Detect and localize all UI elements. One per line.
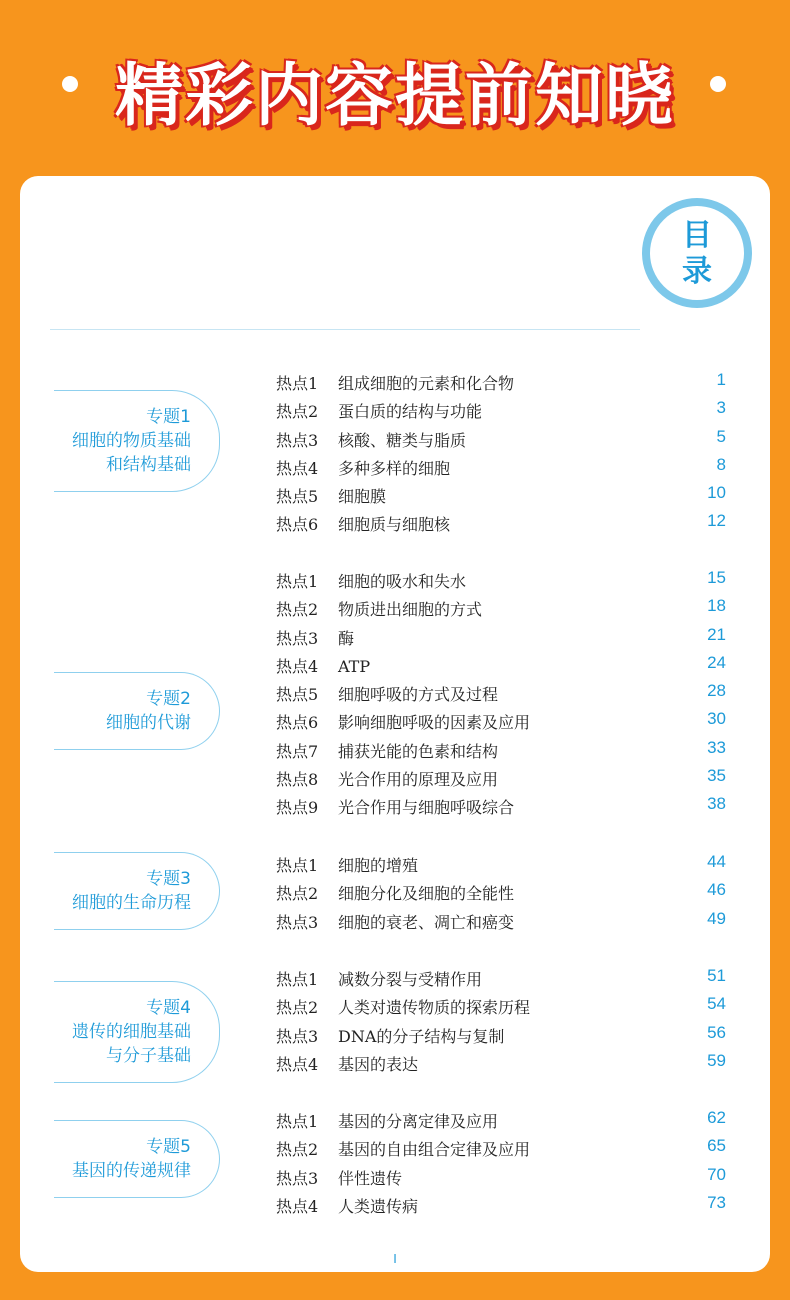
entry-title: 减数分裂与受精作用 bbox=[338, 970, 483, 989]
toc-entry[interactable] bbox=[276, 766, 726, 794]
hotspot-number: 热点6 bbox=[276, 515, 319, 535]
toc-entry[interactable] bbox=[276, 1136, 726, 1164]
toc-entry[interactable] bbox=[276, 709, 726, 737]
entry-page-number: 54 bbox=[707, 994, 726, 1014]
toc-entry[interactable] bbox=[276, 511, 726, 539]
topic-title-line: 与分子基础 bbox=[106, 1046, 191, 1066]
hotspot-number: 热点3 bbox=[276, 1026, 319, 1046]
hotspot-number: 热点6 bbox=[276, 713, 319, 733]
hotspot-list bbox=[276, 370, 726, 540]
entry-title: ATP bbox=[338, 656, 371, 676]
entry-title: 捕获光能的色素和结构 bbox=[338, 741, 499, 761]
topic-title-line: 细胞的代谢 bbox=[106, 713, 191, 733]
entry-page-number: 3 bbox=[716, 398, 726, 418]
hotspot-number: 热点2 bbox=[276, 884, 319, 904]
topic-label bbox=[54, 390, 220, 492]
banner bbox=[0, 0, 790, 170]
toc-entry[interactable] bbox=[276, 966, 726, 994]
toc-entry[interactable] bbox=[276, 568, 726, 596]
hotspot-number: 热点3 bbox=[276, 1168, 319, 1188]
entry-title: 光合作用与细胞呼吸综合 bbox=[338, 798, 515, 818]
entry-page-number: 15 bbox=[707, 568, 726, 587]
hotspot-list bbox=[276, 852, 726, 937]
entry-page-number: 62 bbox=[707, 1108, 726, 1127]
entry-title: 人类对遗传物质的探索历程 bbox=[338, 998, 531, 1018]
hotspot-list bbox=[276, 568, 726, 823]
hotspot-number: 热点5 bbox=[276, 487, 319, 507]
hotspot-number: 热点4 bbox=[276, 656, 319, 676]
entry-page-number: 51 bbox=[707, 966, 726, 985]
entry-page-number: 65 bbox=[707, 1136, 726, 1156]
toc-entry[interactable] bbox=[276, 852, 726, 880]
entry-title: 物质进出细胞的方式 bbox=[338, 600, 483, 620]
entry-title: 细胞分化及细胞的全能性 bbox=[338, 884, 515, 904]
toc-entry[interactable] bbox=[276, 653, 726, 681]
entry-title: 基因的分离定律及应用 bbox=[338, 1112, 499, 1131]
entry-title: 细胞的吸水和失水 bbox=[338, 572, 467, 591]
entry-page-number: 46 bbox=[707, 880, 726, 900]
hotspot-list bbox=[276, 1108, 726, 1221]
entry-page-number: 5 bbox=[716, 426, 726, 446]
banner-title: 精彩内容提前知晓 bbox=[114, 57, 675, 136]
toc-entry[interactable] bbox=[276, 794, 726, 822]
hotspot-number: 热点7 bbox=[276, 741, 319, 761]
toc-magnifier-badge bbox=[642, 198, 760, 316]
topic-label bbox=[54, 981, 220, 1083]
hotspot-number: 热点3 bbox=[276, 912, 319, 932]
bullet-dot-right bbox=[710, 76, 726, 92]
toc-entry[interactable] bbox=[276, 455, 726, 483]
hotspot-number: 热点1 bbox=[276, 572, 319, 591]
entry-title: 组成细胞的元素和化合物 bbox=[338, 374, 515, 393]
entry-title: 细胞的增殖 bbox=[338, 856, 419, 875]
entry-title: 光合作用的原理及应用 bbox=[338, 770, 499, 790]
toc-entry[interactable] bbox=[276, 370, 726, 398]
hotspot-number: 热点4 bbox=[276, 1196, 319, 1216]
hotspot-number: 热点1 bbox=[276, 1112, 319, 1131]
toc-entry[interactable] bbox=[276, 427, 726, 455]
entry-title: 多种多样的细胞 bbox=[338, 458, 451, 478]
toc-entry[interactable] bbox=[276, 1165, 726, 1193]
toc-card bbox=[20, 176, 770, 1272]
toc-entry[interactable] bbox=[276, 596, 726, 624]
entry-title: 蛋白质的结构与功能 bbox=[338, 402, 483, 422]
entry-title: 核酸、糖类与脂质 bbox=[338, 430, 467, 450]
toc-entry[interactable] bbox=[276, 398, 726, 426]
entry-title: 细胞呼吸的方式及过程 bbox=[338, 685, 499, 705]
toc-label bbox=[650, 218, 744, 290]
entry-title: 细胞质与细胞核 bbox=[338, 515, 451, 535]
topic-number: 专题2 bbox=[146, 689, 191, 709]
header-divider bbox=[50, 329, 640, 330]
toc-entry[interactable] bbox=[276, 625, 726, 653]
toc-entry[interactable] bbox=[276, 681, 726, 709]
toc-entry[interactable] bbox=[276, 1193, 726, 1221]
topic-title-line: 和结构基础 bbox=[106, 455, 191, 475]
toc-entry[interactable] bbox=[276, 909, 726, 937]
topic-title-line: 基因的传递规律 bbox=[72, 1161, 191, 1181]
topic-number: 专题1 bbox=[146, 407, 191, 427]
hotspot-number: 热点2 bbox=[276, 998, 319, 1018]
topic-number: 专题4 bbox=[146, 998, 191, 1018]
entry-page-number: 59 bbox=[707, 1050, 726, 1070]
topic-label bbox=[54, 1120, 220, 1198]
entry-page-number: 38 bbox=[707, 794, 726, 814]
entry-page-number: 10 bbox=[707, 483, 726, 503]
hotspot-list bbox=[276, 966, 726, 1079]
hotspot-number: 热点5 bbox=[276, 685, 319, 705]
toc-entry[interactable] bbox=[276, 1051, 726, 1079]
topic-number: 专题3 bbox=[146, 869, 191, 889]
entry-title: DNA的分子结构与复制 bbox=[338, 1026, 505, 1046]
toc-entry[interactable] bbox=[276, 994, 726, 1022]
topic-title-line: 细胞的物质基础 bbox=[72, 431, 191, 451]
hotspot-number: 热点1 bbox=[276, 856, 319, 875]
entry-page-number: 44 bbox=[707, 852, 726, 871]
hotspot-number: 热点2 bbox=[276, 1140, 319, 1160]
toc-entry[interactable] bbox=[276, 483, 726, 511]
hotspot-number: 热点3 bbox=[276, 430, 319, 450]
topic-title-line: 细胞的生命历程 bbox=[72, 893, 191, 913]
entry-page-number: 49 bbox=[707, 908, 726, 928]
entry-title: 基因的自由组合定律及应用 bbox=[338, 1140, 531, 1160]
entry-title: 基因的表达 bbox=[338, 1054, 419, 1074]
toc-entry[interactable] bbox=[276, 880, 726, 908]
entry-page-number: 56 bbox=[707, 1022, 726, 1042]
toc-entry[interactable] bbox=[276, 1023, 726, 1051]
entry-page-number: 30 bbox=[707, 709, 726, 729]
hotspot-number: 热点4 bbox=[276, 1054, 319, 1074]
entry-page-number: 8 bbox=[716, 454, 726, 474]
topic-label bbox=[54, 852, 220, 930]
entry-page-number: 18 bbox=[707, 596, 726, 616]
toc-label-char-1: 目 bbox=[682, 218, 712, 253]
entry-page-number: 33 bbox=[707, 737, 726, 757]
hotspot-number: 热点2 bbox=[276, 600, 319, 620]
hotspot-number: 热点2 bbox=[276, 402, 319, 422]
entry-page-number: 70 bbox=[707, 1164, 726, 1184]
entry-title: 伴性遗传 bbox=[338, 1168, 403, 1188]
toc-entry[interactable] bbox=[276, 738, 726, 766]
entry-title: 酶 bbox=[338, 628, 355, 648]
entry-page-number: 28 bbox=[707, 681, 726, 701]
hotspot-number: 热点8 bbox=[276, 770, 319, 790]
topic-number: 专题5 bbox=[146, 1137, 191, 1157]
entry-page-number: 12 bbox=[707, 511, 726, 531]
entry-title: 细胞的衰老、凋亡和癌变 bbox=[338, 912, 515, 932]
entry-title: 人类遗传病 bbox=[338, 1196, 419, 1216]
hotspot-number: 热点1 bbox=[276, 374, 319, 393]
entry-page-number: 1 bbox=[716, 370, 726, 389]
entry-page-number: 21 bbox=[707, 624, 726, 644]
page-number: I bbox=[393, 1252, 397, 1266]
entry-title: 细胞膜 bbox=[338, 487, 387, 507]
topic-title-line: 遗传的细胞基础 bbox=[72, 1022, 191, 1042]
entry-title: 影响细胞呼吸的因素及应用 bbox=[338, 713, 531, 733]
hotspot-number: 热点1 bbox=[276, 970, 319, 989]
hotspot-number: 热点9 bbox=[276, 798, 319, 818]
entry-page-number: 73 bbox=[707, 1192, 726, 1212]
toc-label-char-2: 录 bbox=[682, 254, 712, 289]
topic-label bbox=[54, 672, 220, 750]
toc-entry[interactable] bbox=[276, 1108, 726, 1136]
entry-page-number: 35 bbox=[707, 766, 726, 786]
hotspot-number: 热点4 bbox=[276, 458, 319, 478]
hotspot-number: 热点3 bbox=[276, 628, 319, 648]
entry-page-number: 24 bbox=[707, 652, 726, 672]
